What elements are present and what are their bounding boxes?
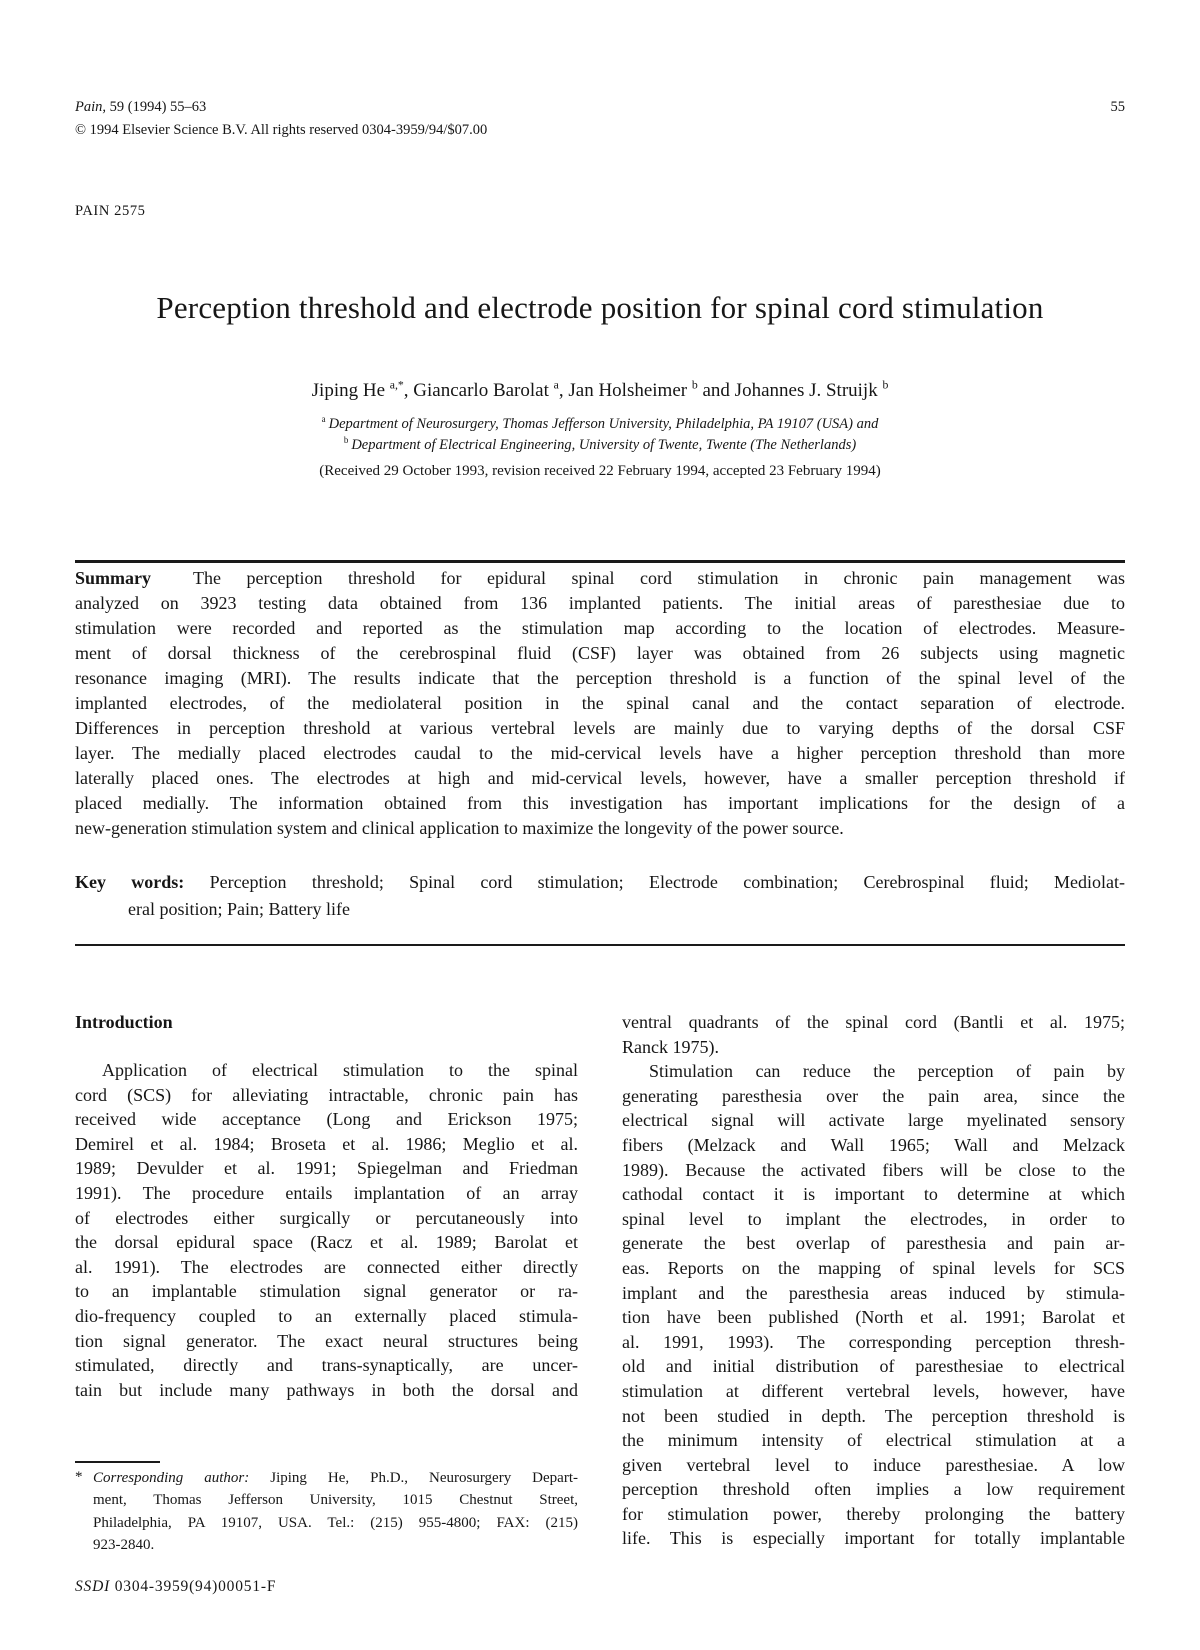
footnote-divider bbox=[75, 1461, 160, 1463]
keywords-label-space bbox=[184, 872, 209, 892]
footnote-first-line-text: Jiping He, Ph.D., Neurosurgery Depart- bbox=[249, 1470, 578, 1486]
copyright-line: © 1994 Elsevier Science B.V. All rights reserved 0304-3959/94/$07.00 bbox=[75, 121, 488, 138]
intro-paragraph-continuation: ventral quadrants of the spinal cord (Bantli et al. 1975; Ranck 1975). bbox=[622, 1012, 1125, 1057]
author-4-affiliation-mark: b bbox=[882, 378, 889, 392]
right-column bbox=[622, 1010, 1125, 1551]
authors-line bbox=[0, 380, 1200, 402]
received-dates-line: (Received 29 October 1993, revision received 22 February 1994, accepted 23 February 1994) bbox=[319, 463, 881, 479]
affiliation-a-text: Department of Neurosurgery, Thomas Jefferson University, Philadelphia, PA 19107 (USA) and bbox=[328, 416, 879, 432]
abstract-bottom-divider bbox=[75, 944, 1125, 946]
footnote-lead-italic: Corresponding author: bbox=[93, 1470, 250, 1486]
keywords-section bbox=[75, 869, 1125, 923]
affiliation-b-text: Department of Electrical Engineering, University of Twente, Twente (The Netherlands) bbox=[351, 437, 857, 453]
footnote-body: ment, Thomas Jefferson University, 1015 Chestnut Street, Philadelphia, PA 19107, USA. Tel.: (215) 955-4800; FAX: (215) 923-2840. bbox=[93, 1492, 578, 1554]
journal-volume-pages: 59 (1994) 55–63 bbox=[106, 99, 207, 115]
article-title: Perception threshold and electrode position for spinal cord stimulation bbox=[156, 290, 1044, 325]
author-3-affiliation-mark: b bbox=[691, 378, 698, 392]
author-1-affiliation-mark: a,* bbox=[389, 378, 404, 392]
summary-first-line bbox=[75, 566, 1125, 591]
ssdi-label: SSDI bbox=[75, 1578, 111, 1595]
author-3: , Jan Holsheimer bbox=[558, 380, 692, 401]
affiliation-a bbox=[0, 414, 1200, 435]
affiliations-block bbox=[0, 414, 1200, 456]
author-4: and Johannes J. Struijk bbox=[697, 380, 883, 401]
summary-label: Summary bbox=[75, 568, 151, 588]
page-number: 55 bbox=[1110, 99, 1125, 115]
affiliation-b-mark: b bbox=[343, 435, 349, 446]
summary-body: analyzed on 3923 testing data obtained from 136 implanted patients. The initial areas of paresthesiae due to stimulation were recorded and reported as the stimulation map according to the location of electrodes. Measure- ment of dorsal thickness of the cerebrospinal fluid (CSF) layer was obtained from 26 subjects using magnetic resonance imaging (MRI). The results indicate that the perception threshold is a function of the spinal level of the implanted electrodes, of the mediolateral position in the spinal canal and the contact separation of electrode. Differences in perception threshold at various vertebral levels are mainly due to varying depths of the dorsal CSF layer. The medially placed electrodes caudal to the mid-cervical levels have a higher perception threshold than more laterally placed ones. The electrodes at high and mid-cervical levels, however, have a smaller perception threshold if placed medially. The information obtained from this investigation has important implications for the design of a new-generation stimulation system and clinical application to maximize the longevity of the power source. bbox=[75, 593, 1125, 838]
ssdi-code bbox=[75, 1578, 276, 1596]
keywords-first-line bbox=[75, 869, 1125, 896]
journal-name: Pain, bbox=[75, 99, 107, 115]
section-heading-introduction: Introduction bbox=[75, 1012, 173, 1032]
corresponding-author-footnote bbox=[75, 1467, 578, 1557]
abstract-top-divider bbox=[75, 560, 1125, 563]
footnote-first-line bbox=[93, 1467, 578, 1489]
intro-paragraph-second: Stimulation can reduce the perception of pain by generating paresthesia over the pain area, since the electrical signal will activate large myelinated sensory fibers (Melzack and Wall 1965; Wall and Melzack 1989). Because the activated fibers will be close to the cathodal contact it is important to determine at which spinal level to implant the electrodes, in order to generate the best overlap of paresthesia and pain ar- eas. Reports on the mapping of spinal levels for SCS implant and the paresthesia areas induced by stimula- tion have been published (North et al. 1991; Barolat et al. 1991, 1993). The corresponding perception thresh- old and initial distribution of paresthesiae to electrical stimulation at different vertebral levels, however, have not been studied in depth. The perception threshold is the minimum intensity of electrical stimulation at a given vertebral level to induce paresthesiae. A low perception threshold often implies a low requirement for stimulation power, thereby prolonging the battery life. This is especially important for totally implantable bbox=[622, 1061, 1125, 1549]
summary-first-line-text: The perception threshold for epidural spinal cord stimulation in chronic pain management was bbox=[193, 568, 1125, 588]
article-id: PAIN 2575 bbox=[75, 203, 146, 219]
footnote-asterisk-marker: * bbox=[75, 1469, 83, 1485]
keywords-first-line-text: Perception threshold; Spinal cord stimulation; Electrode combination; Cerebrospinal fluid; Mediolat- bbox=[209, 872, 1126, 892]
keywords-second-line: eral position; Pain; Battery life bbox=[128, 899, 350, 919]
author-2-affiliation-mark: a bbox=[553, 378, 559, 392]
left-column bbox=[75, 1010, 578, 1402]
author-2: , Giancarlo Barolat bbox=[403, 380, 554, 401]
affiliation-a-mark: a bbox=[321, 414, 326, 425]
affiliation-b bbox=[0, 435, 1200, 456]
ssdi-number: 0304-3959(94)00051-F bbox=[110, 1578, 277, 1595]
author-1: Jiping He bbox=[311, 380, 390, 401]
keywords-label: Key words: bbox=[75, 872, 185, 892]
intro-paragraph-left: Application of electrical stimulation to the spinal cord (SCS) for alleviating intractable, chronic pain has received wide acceptance (Long and Erickson 1975; Demirel et al. 1984; Broseta et al. 1986; Meglio et al. 1989; Devulder et al. 1991; Spiegelman and Friedman 1991). The procedure entails implantation of an array of electrodes either surgically or percutaneously into the dorsal epidural space (Racz et al. 1989; Barolat et al. 1991). The electrodes are connected either directly to an implantable stimulation signal generator or ra- dio-frequency coupled to an externally placed stimula- tion signal generator. The exact neural structures being stimulated, directly and trans-synaptically, are uncer- tain but include many pathways in both the dorsal and bbox=[75, 1060, 578, 1400]
abstract-section bbox=[75, 566, 1125, 841]
